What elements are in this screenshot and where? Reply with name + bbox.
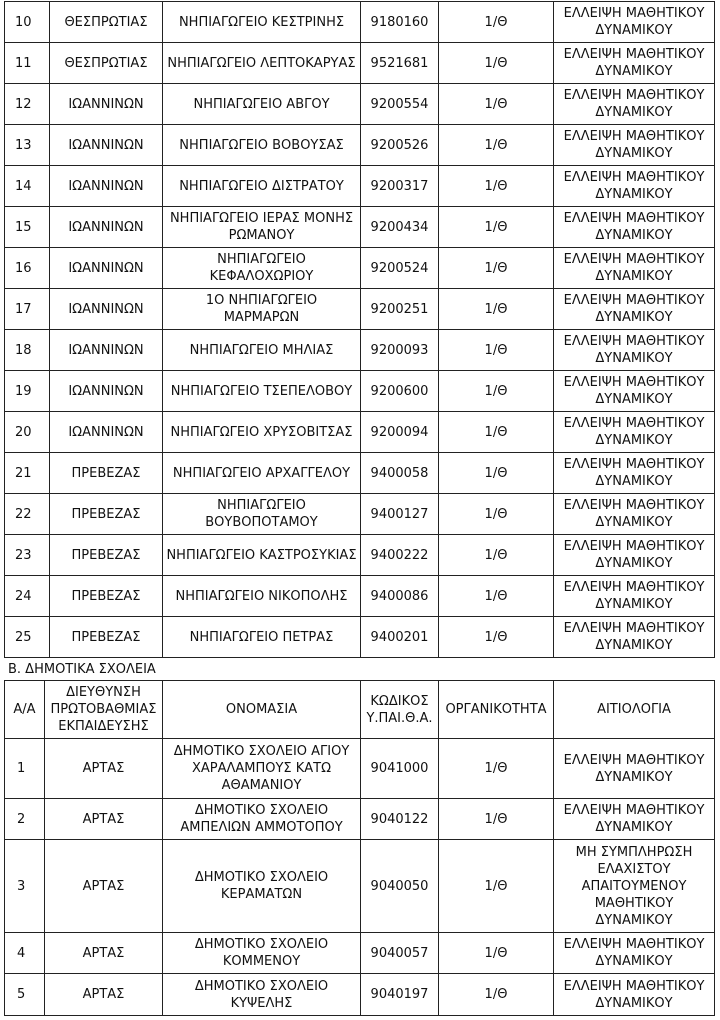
table-row xyxy=(5,576,715,617)
cell-code: 9200434 xyxy=(361,207,439,248)
cell-name: ΝΗΠΙΑΓΩΓΕΙΟ ΤΣΕΠΕΛΟΒΟΥ xyxy=(163,371,361,412)
table-row xyxy=(5,799,715,840)
cell-reason: ΕΛΛΕΙΨΗ ΜΑΘΗΤΙΚΟΥ ΔΥΝΑΜΙΚΟΥ xyxy=(554,84,715,125)
table-row xyxy=(5,330,715,371)
cell-org: 1/Θ xyxy=(439,166,554,207)
cell-aa: 1 xyxy=(5,739,45,799)
cell-aa: 5 xyxy=(5,974,45,1016)
cell-region: ΘΕΣΠΡΩΤΙΑΣ xyxy=(50,43,163,84)
cell-aa: 24 xyxy=(5,576,50,617)
cell-name: ΝΗΠΙΑΓΩΓΕΙΟ ΧΡΥΣΟΒΙΤΣΑΣ xyxy=(163,412,361,453)
cell-code: 9400222 xyxy=(361,535,439,576)
cell-region: ΙΩΑΝΝΙΝΩΝ xyxy=(50,207,163,248)
cell-aa: 15 xyxy=(5,207,50,248)
cell-code: 9400086 xyxy=(361,576,439,617)
cell-code: 9041000 xyxy=(361,739,439,799)
cell-code: 9040050 xyxy=(361,840,439,933)
cell-org: 1/Θ xyxy=(439,453,554,494)
cell-name: ΝΗΠΙΑΓΩΓΕΙΟ ΑΒΓΟΥ xyxy=(163,84,361,125)
cell-org: 1/Θ xyxy=(439,799,554,840)
cell-name: ΝΗΠΙΑΓΩΓΕΙΟ ΔΙΣΤΡΑΤΟΥ xyxy=(163,166,361,207)
cell-reason: ΕΛΛΕΙΨΗ ΜΑΘΗΤΙΚΟΥ ΔΥΝΑΜΙΚΟΥ xyxy=(554,2,715,43)
cell-code: 9040197 xyxy=(361,974,439,1016)
cell-aa: 2 xyxy=(5,799,45,840)
cell-org: 1/Θ xyxy=(439,974,554,1016)
cell-reason: ΕΛΛΕΙΨΗ ΜΑΘΗΤΙΚΟΥ ΔΥΝΑΜΙΚΟΥ xyxy=(554,799,715,840)
table-row xyxy=(5,166,715,207)
cell-org: 1/Θ xyxy=(439,289,554,330)
cell-code: 9200251 xyxy=(361,289,439,330)
cell-org: 1/Θ xyxy=(439,248,554,289)
cell-name: ΝΗΠΙΑΓΩΓΕΙΟ ΑΡΧΑΓΓΕΛΟΥ xyxy=(163,453,361,494)
cell-reason: ΕΛΛΕΙΨΗ ΜΑΘΗΤΙΚΟΥ ΔΥΝΑΜΙΚΟΥ xyxy=(554,330,715,371)
table-row xyxy=(5,739,715,799)
table-row xyxy=(5,125,715,166)
cell-aa: 16 xyxy=(5,248,50,289)
cell-region: ΙΩΑΝΝΙΝΩΝ xyxy=(50,125,163,166)
table-row xyxy=(5,974,715,1016)
cell-code: 9040122 xyxy=(361,799,439,840)
header-name: ΟΝΟΜΑΣΙΑ xyxy=(163,681,361,739)
cell-aa: 22 xyxy=(5,494,50,535)
cell-code: 9200600 xyxy=(361,371,439,412)
section-title-primary: Β. ΔΗΜΟΤΙΚΑ ΣΧΟΛΕΙΑ xyxy=(8,662,156,677)
cell-code: 9200093 xyxy=(361,330,439,371)
cell-org: 1/Θ xyxy=(439,330,554,371)
cell-aa: 23 xyxy=(5,535,50,576)
cell-name: 1Ο ΝΗΠΙΑΓΩΓΕΙΟ ΜΑΡΜΑΡΩΝ xyxy=(163,289,361,330)
table-row xyxy=(5,453,715,494)
cell-reason: ΕΛΛΕΙΨΗ ΜΑΘΗΤΙΚΟΥ ΔΥΝΑΜΙΚΟΥ xyxy=(554,494,715,535)
cell-name: ΔΗΜΟΤΙΚΟ ΣΧΟΛΕΙΟ ΚΟΜΜΕΝΟΥ xyxy=(163,933,361,974)
cell-name: ΝΗΠΙΑΓΩΓΕΙΟ ΛΕΠΤΟΚΑΡΥΑΣ xyxy=(163,43,361,84)
cell-org: 1/Θ xyxy=(439,43,554,84)
cell-aa: 25 xyxy=(5,617,50,658)
cell-region: ΙΩΑΝΝΙΝΩΝ xyxy=(50,84,163,125)
cell-region: ΙΩΑΝΝΙΝΩΝ xyxy=(50,330,163,371)
cell-reason: ΕΛΛΕΙΨΗ ΜΑΘΗΤΙΚΟΥ ΔΥΝΑΜΙΚΟΥ xyxy=(554,617,715,658)
table-row xyxy=(5,494,715,535)
cell-name: ΝΗΠΙΑΓΩΓΕΙΟ ΒΟΒΟΥΣΑΣ xyxy=(163,125,361,166)
cell-org: 1/Θ xyxy=(439,371,554,412)
cell-reason: ΕΛΛΕΙΨΗ ΜΑΘΗΤΙΚΟΥ ΔΥΝΑΜΙΚΟΥ xyxy=(554,453,715,494)
cell-aa: 21 xyxy=(5,453,50,494)
cell-name: ΝΗΠΙΑΓΩΓΕΙΟ ΚΕΦΑΛΟΧΩΡΙΟΥ xyxy=(163,248,361,289)
cell-region: ΑΡΤΑΣ xyxy=(45,974,163,1016)
table-row xyxy=(5,84,715,125)
cell-region: ΘΕΣΠΡΩΤΙΑΣ xyxy=(50,2,163,43)
table-header-row xyxy=(5,681,715,739)
cell-org: 1/Θ xyxy=(439,494,554,535)
cell-org: 1/Θ xyxy=(439,207,554,248)
cell-aa: 11 xyxy=(5,43,50,84)
cell-org: 1/Θ xyxy=(439,933,554,974)
cell-region: ΙΩΑΝΝΙΝΩΝ xyxy=(50,289,163,330)
cell-code: 9200526 xyxy=(361,125,439,166)
table-row xyxy=(5,535,715,576)
table-row xyxy=(5,43,715,84)
cell-reason: ΜΗ ΣΥΜΠΛΗΡΩΣΗ ΕΛΑΧΙΣΤΟΥ ΑΠΑΙΤΟΥΜΕΝΟΥ ΜΑΘΗΤΙΚΟΥ ΔΥΝΑΜΙΚΟΥ xyxy=(554,840,715,933)
cell-reason: ΕΛΛΕΙΨΗ ΜΑΘΗΤΙΚΟΥ ΔΥΝΑΜΙΚΟΥ xyxy=(554,974,715,1016)
cell-org: 1/Θ xyxy=(439,617,554,658)
cell-name: ΝΗΠΙΑΓΩΓΕΙΟ ΙΕΡΑΣ ΜΟΝΗΣ ΡΩΜΑΝΟΥ xyxy=(163,207,361,248)
cell-aa: 10 xyxy=(5,2,50,43)
cell-region: ΠΡΕΒΕΖΑΣ xyxy=(50,576,163,617)
table-row xyxy=(5,207,715,248)
cell-code: 9200317 xyxy=(361,166,439,207)
cell-aa: 12 xyxy=(5,84,50,125)
cell-reason: ΕΛΛΕΙΨΗ ΜΑΘΗΤΙΚΟΥ ΔΥΝΑΜΙΚΟΥ xyxy=(554,207,715,248)
cell-org: 1/Θ xyxy=(439,412,554,453)
cell-code: 9040057 xyxy=(361,933,439,974)
cell-region: ΙΩΑΝΝΙΝΩΝ xyxy=(50,412,163,453)
cell-reason: ΕΛΛΕΙΨΗ ΜΑΘΗΤΙΚΟΥ ΔΥΝΑΜΙΚΟΥ xyxy=(554,289,715,330)
cell-region: ΠΡΕΒΕΖΑΣ xyxy=(50,617,163,658)
cell-code: 9200094 xyxy=(361,412,439,453)
cell-code: 9200524 xyxy=(361,248,439,289)
cell-aa: 13 xyxy=(5,125,50,166)
table-row xyxy=(5,289,715,330)
header-code: ΚΩΔΙΚΟΣ Υ.ΠΑΙ.Θ.Α. xyxy=(361,681,439,739)
cell-region: ΙΩΑΝΝΙΝΩΝ xyxy=(50,371,163,412)
cell-region: ΙΩΑΝΝΙΝΩΝ xyxy=(50,166,163,207)
cell-aa: 17 xyxy=(5,289,50,330)
cell-region: ΑΡΤΑΣ xyxy=(45,739,163,799)
cell-name: ΝΗΠΙΑΓΩΓΕΙΟ ΚΑΣΤΡΟΣΥΚΙΑΣ xyxy=(163,535,361,576)
cell-aa: 20 xyxy=(5,412,50,453)
table-row xyxy=(5,933,715,974)
cell-aa: 18 xyxy=(5,330,50,371)
table-row xyxy=(5,2,715,43)
cell-name: ΔΗΜΟΤΙΚΟ ΣΧΟΛΕΙΟ ΑΜΠΕΛΙΩΝ ΑΜΜΟΤΟΠΟΥ xyxy=(163,799,361,840)
kindergarten-table xyxy=(4,1,715,658)
cell-reason: ΕΛΛΕΙΨΗ ΜΑΘΗΤΙΚΟΥ ΔΥΝΑΜΙΚΟΥ xyxy=(554,166,715,207)
cell-aa: 19 xyxy=(5,371,50,412)
cell-aa: 4 xyxy=(5,933,45,974)
cell-name: ΝΗΠΙΑΓΩΓΕΙΟ ΚΕΣΤΡΙΝΗΣ xyxy=(163,2,361,43)
table-row xyxy=(5,840,715,933)
cell-reason: ΕΛΛΕΙΨΗ ΜΑΘΗΤΙΚΟΥ ΔΥΝΑΜΙΚΟΥ xyxy=(554,535,715,576)
primary-schools-table xyxy=(4,680,715,1016)
cell-code: 9200554 xyxy=(361,84,439,125)
cell-org: 1/Θ xyxy=(439,84,554,125)
table-row xyxy=(5,248,715,289)
cell-reason: ΕΛΛΕΙΨΗ ΜΑΘΗΤΙΚΟΥ ΔΥΝΑΜΙΚΟΥ xyxy=(554,43,715,84)
cell-reason: ΕΛΛΕΙΨΗ ΜΑΘΗΤΙΚΟΥ ΔΥΝΑΜΙΚΟΥ xyxy=(554,739,715,799)
cell-org: 1/Θ xyxy=(439,739,554,799)
cell-region: ΙΩΑΝΝΙΝΩΝ xyxy=(50,248,163,289)
cell-name: ΔΗΜΟΤΙΚΟ ΣΧΟΛΕΙΟ ΑΓΙΟΥ ΧΑΡΑΛΑΜΠΟΥΣ ΚΑΤΩ ΑΘΑΜΑΝΙΟΥ xyxy=(163,739,361,799)
cell-region: ΑΡΤΑΣ xyxy=(45,933,163,974)
cell-org: 1/Θ xyxy=(439,576,554,617)
cell-name: ΝΗΠΙΑΓΩΓΕΙΟ ΜΗΛΙΑΣ xyxy=(163,330,361,371)
cell-org: 1/Θ xyxy=(439,840,554,933)
cell-name: ΝΗΠΙΑΓΩΓΕΙΟ ΠΕΤΡΑΣ xyxy=(163,617,361,658)
cell-name: ΔΗΜΟΤΙΚΟ ΣΧΟΛΕΙΟ ΚΕΡΑΜΑΤΩΝ xyxy=(163,840,361,933)
cell-org: 1/Θ xyxy=(439,535,554,576)
cell-code: 9400058 xyxy=(361,453,439,494)
header-region: ΔΙΕΥΘΥΝΣΗ ΠΡΩΤΟΒΑΘΜΙΑΣ ΕΚΠΑΙΔΕΥΣΗΣ xyxy=(45,681,163,739)
cell-org: 1/Θ xyxy=(439,125,554,166)
cell-aa: 3 xyxy=(5,840,45,933)
cell-reason: ΕΛΛΕΙΨΗ ΜΑΘΗΤΙΚΟΥ ΔΥΝΑΜΙΚΟΥ xyxy=(554,412,715,453)
cell-region: ΠΡΕΒΕΖΑΣ xyxy=(50,494,163,535)
cell-name: ΝΗΠΙΑΓΩΓΕΙΟ ΝΙΚΟΠΟΛΗΣ xyxy=(163,576,361,617)
cell-reason: ΕΛΛΕΙΨΗ ΜΑΘΗΤΙΚΟΥ ΔΥΝΑΜΙΚΟΥ xyxy=(554,576,715,617)
table-row xyxy=(5,412,715,453)
cell-code: 9400127 xyxy=(361,494,439,535)
cell-reason: ΕΛΛΕΙΨΗ ΜΑΘΗΤΙΚΟΥ ΔΥΝΑΜΙΚΟΥ xyxy=(554,125,715,166)
cell-region: ΠΡΕΒΕΖΑΣ xyxy=(50,453,163,494)
cell-org: 1/Θ xyxy=(439,2,554,43)
cell-code: 9521681 xyxy=(361,43,439,84)
cell-region: ΑΡΤΑΣ xyxy=(45,799,163,840)
cell-name: ΝΗΠΙΑΓΩΓΕΙΟ ΒΟΥΒΟΠΟΤΑΜΟΥ xyxy=(163,494,361,535)
cell-reason: ΕΛΛΕΙΨΗ ΜΑΘΗΤΙΚΟΥ ΔΥΝΑΜΙΚΟΥ xyxy=(554,371,715,412)
header-org: ΟΡΓΑΝΙΚΟΤΗΤΑ xyxy=(439,681,554,739)
cell-code: 9400201 xyxy=(361,617,439,658)
header-aa: Α/Α xyxy=(5,681,45,739)
cell-reason: ΕΛΛΕΙΨΗ ΜΑΘΗΤΙΚΟΥ ΔΥΝΑΜΙΚΟΥ xyxy=(554,933,715,974)
cell-reason: ΕΛΛΕΙΨΗ ΜΑΘΗΤΙΚΟΥ ΔΥΝΑΜΙΚΟΥ xyxy=(554,248,715,289)
cell-region: ΠΡΕΒΕΖΑΣ xyxy=(50,535,163,576)
header-reason: ΑΙΤΙΟΛΟΓΙΑ xyxy=(554,681,715,739)
table-row xyxy=(5,617,715,658)
cell-region: ΑΡΤΑΣ xyxy=(45,840,163,933)
cell-code: 9180160 xyxy=(361,2,439,43)
cell-name: ΔΗΜΟΤΙΚΟ ΣΧΟΛΕΙΟ ΚΥΨΕΛΗΣ xyxy=(163,974,361,1016)
table-row xyxy=(5,371,715,412)
cell-aa: 14 xyxy=(5,166,50,207)
